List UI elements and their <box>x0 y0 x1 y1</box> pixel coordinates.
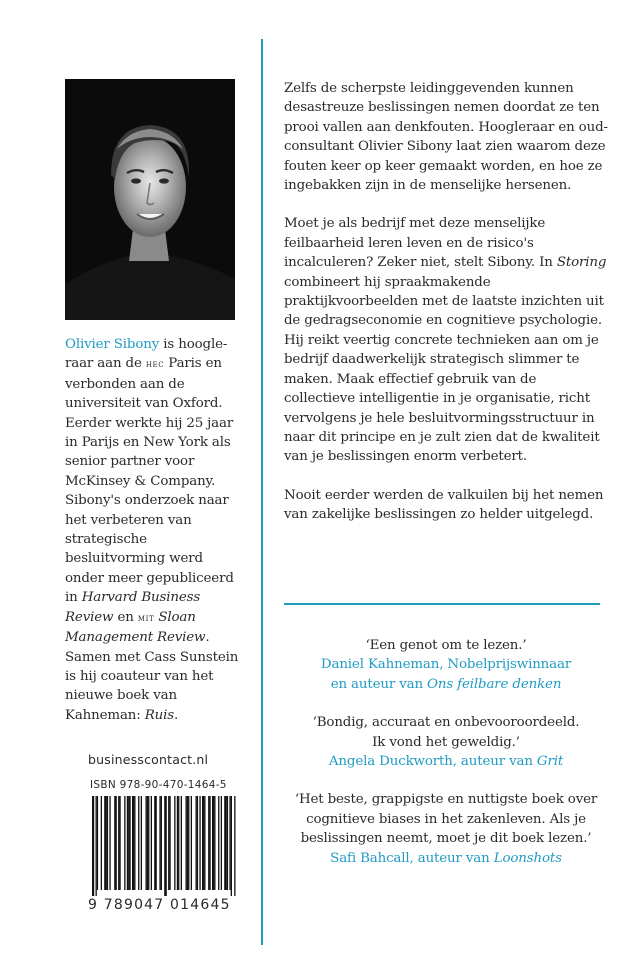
book-title: Storing <box>556 255 607 271</box>
quote-source <box>270 752 622 771</box>
quote-source: Daniel Kahneman, Nobelprijswinnaar <box>320 657 572 673</box>
bio-text: Paris en verbonden aan de universiteit van Oxford. Eerder werkte hij 25 jaar in Parijs en New York als senior partner voor McKinsey & Company. Sibony's onderzoek naar het verbeteren van strategische besluitvorming werd onder meer gepubliceerd in <box>65 356 234 606</box>
endorsement-kahneman <box>270 636 622 694</box>
endorsement-bahcall <box>270 790 622 868</box>
quote-source-text: Safi Bahcall, auteur van <box>330 850 494 866</box>
quote-text: ‘Een genot om te lezen.’ <box>365 638 527 653</box>
blurb-paragraph-2 <box>284 214 610 466</box>
bio-book-title: Ruis <box>144 707 174 723</box>
publisher-website: businesscontact.nl <box>88 752 209 767</box>
quote-text: beslissingen neemt, moet je dit boek lezen.’ <box>300 831 592 847</box>
isbn-barcode <box>88 779 243 919</box>
blurb <box>284 79 610 525</box>
quote-text: ‘Bondig, accuraat en onbevooroordeeld. <box>312 715 580 731</box>
quote-text: ‘Het beste, grappigste en nuttigste boek over <box>294 792 598 808</box>
bio-publication: Sloan Management Review <box>65 609 206 646</box>
author-name: Olivier Sibony <box>65 337 160 352</box>
quote-text: cognitieve biases in het zakenleven. Als je <box>306 811 586 827</box>
isbn-number: ISBN 978-90-470-1464-5 <box>90 779 227 791</box>
quote-source <box>270 849 622 868</box>
vertical-divider <box>261 39 263 945</box>
horizontal-divider <box>284 603 600 605</box>
blurb-text: Moet je als bedrijf met deze menselijke feilbaarheid leren leven en de risico's incalculeren? Zeker niet, stelt Sibony. In <box>284 216 557 271</box>
bio-hec: hec <box>145 359 165 371</box>
quote-source <box>270 675 622 694</box>
quote-book-title: Grit <box>536 754 564 770</box>
author-portrait-photo <box>65 79 235 320</box>
quote-text: Ik vond het geweldig.’ <box>372 734 520 750</box>
bio-text: . <box>174 707 179 723</box>
quote-book-title: Loonshots <box>493 850 562 866</box>
author-bio <box>65 335 245 725</box>
endorsement-duckworth <box>270 713 622 771</box>
quote-book-title: Ons feilbare denken <box>427 676 562 692</box>
endorsements <box>270 636 622 868</box>
bio-text: raar aan de <box>65 356 146 372</box>
bio-text: en <box>113 609 138 625</box>
quote-source-text: Angela Duckworth, auteur van <box>328 754 537 770</box>
blurb-paragraph-1: Zelfs de scherpste leidinggevenden kunnen desastreuze beslissingen nemen doordat ze ten prooi vallen aan denkfouten. Hoogleraar en oud-consultant Olivier Sibony laat zien waarom deze fouten keer op keer gemaakt worden, en hoe ze ingebakken zijn in de menselijke hersenen. <box>284 81 608 194</box>
barcode-bars <box>88 796 243 896</box>
bio-text: is hoogle- <box>159 337 228 352</box>
blurb-text: combineert hij spraakmakende praktijkvoorbeelden met de laatste inzichten uit de gedragseconomie en cognitieve psychologie. Hij reikt veertig concrete technieken aan om je bedrijf daadwerkelijk strategisch slimmer te maken. Maak effectief gebruik van de collectieve intelligentie in je organisatie, richt vervolgens je hele besluitvormingsstructuur in naar dit principe en je zult zien dat de kwaliteit van je beslissingen enorm verbetert. <box>284 274 604 465</box>
quote-source-text: en auteur van <box>330 676 428 692</box>
bio-text: . Samen met Cass Sunstein is hij coauteur van het nieuwe boek van Kahneman: <box>65 630 239 723</box>
blurb-paragraph-3: Nooit eerder werden de valkuilen bij het nemen van zakelijke beslissingen zo helder uitgelegd. <box>284 487 604 523</box>
bio-publication: Harvard Business Review <box>65 590 201 625</box>
bio-mit: mit <box>137 612 155 624</box>
barcode-digits: 9 789047 014645 <box>88 897 231 913</box>
